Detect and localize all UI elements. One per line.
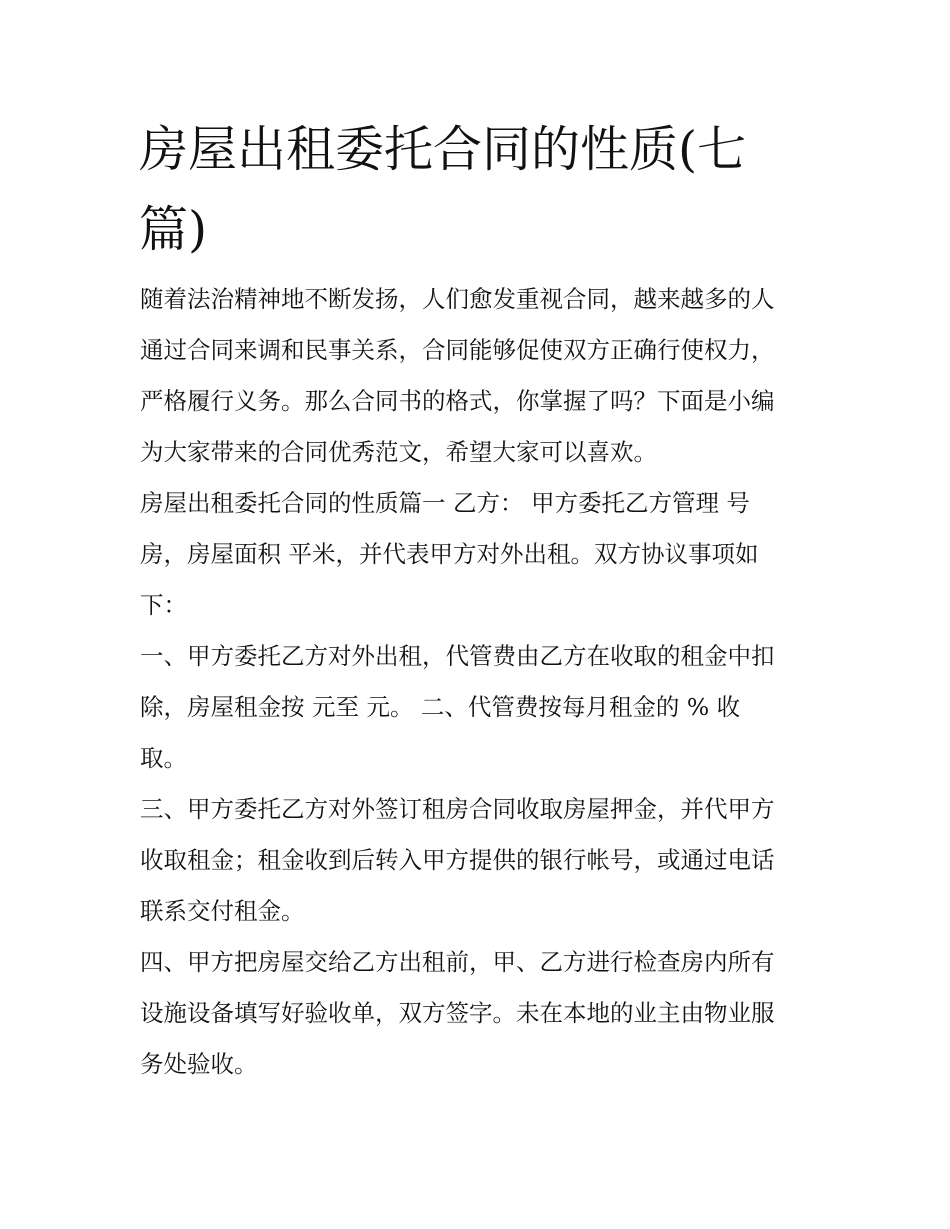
title-line: 房屋出租委托合同的性质(七 xyxy=(139,121,747,178)
text-line: 务处验收。 xyxy=(140,1050,258,1078)
text-line: 严格履行义务。那么合同书的格式，你掌握了吗？下面是小编 xyxy=(140,387,775,415)
text-line: 房屋出租委托合同的性质篇一 乙方： 甲方委托乙方管理 号 xyxy=(140,489,750,517)
text-line: 一、甲方委托乙方对外出租，代管费由乙方在收取的租金中扣 xyxy=(140,642,775,670)
document-body xyxy=(140,274,830,1090)
text-line: 房，房屋面积 平米，并代表甲方对外出租。双方协议事项如 xyxy=(140,540,759,568)
text-line: 三、甲方委托乙方对外签订租房合同收取房屋押金，并代甲方 xyxy=(140,795,775,823)
text-line: 四、甲方把房屋交给乙方出租前，甲、乙方进行检查房内所有 xyxy=(140,948,775,976)
text-line: 通过合同来调和民事关系，合同能够促使双方正确行使权力， xyxy=(140,336,775,364)
text-line: 除，房屋租金按 元至 元。 二、代管费按每月租金的 % 收 xyxy=(140,693,741,721)
text-line: 联系交付租金。 xyxy=(140,897,305,925)
text-line: 随着法治精神地不断发扬，人们愈发重视合同，越来越多的人 xyxy=(140,285,775,313)
title-line: 篇) xyxy=(139,201,208,258)
text-line: 为大家带来的合同优秀范文，希望大家可以喜欢。 xyxy=(140,438,657,466)
text-line: 下： xyxy=(140,591,187,619)
text-line: 取。 xyxy=(140,744,187,772)
text-line: 设施设备填写好验收单，双方签字。未在本地的业主由物业服 xyxy=(140,999,775,1027)
text-line: 收取租金；租金收到后转入甲方提供的银行帐号，或通过电话 xyxy=(140,846,775,874)
document-title xyxy=(139,110,829,270)
